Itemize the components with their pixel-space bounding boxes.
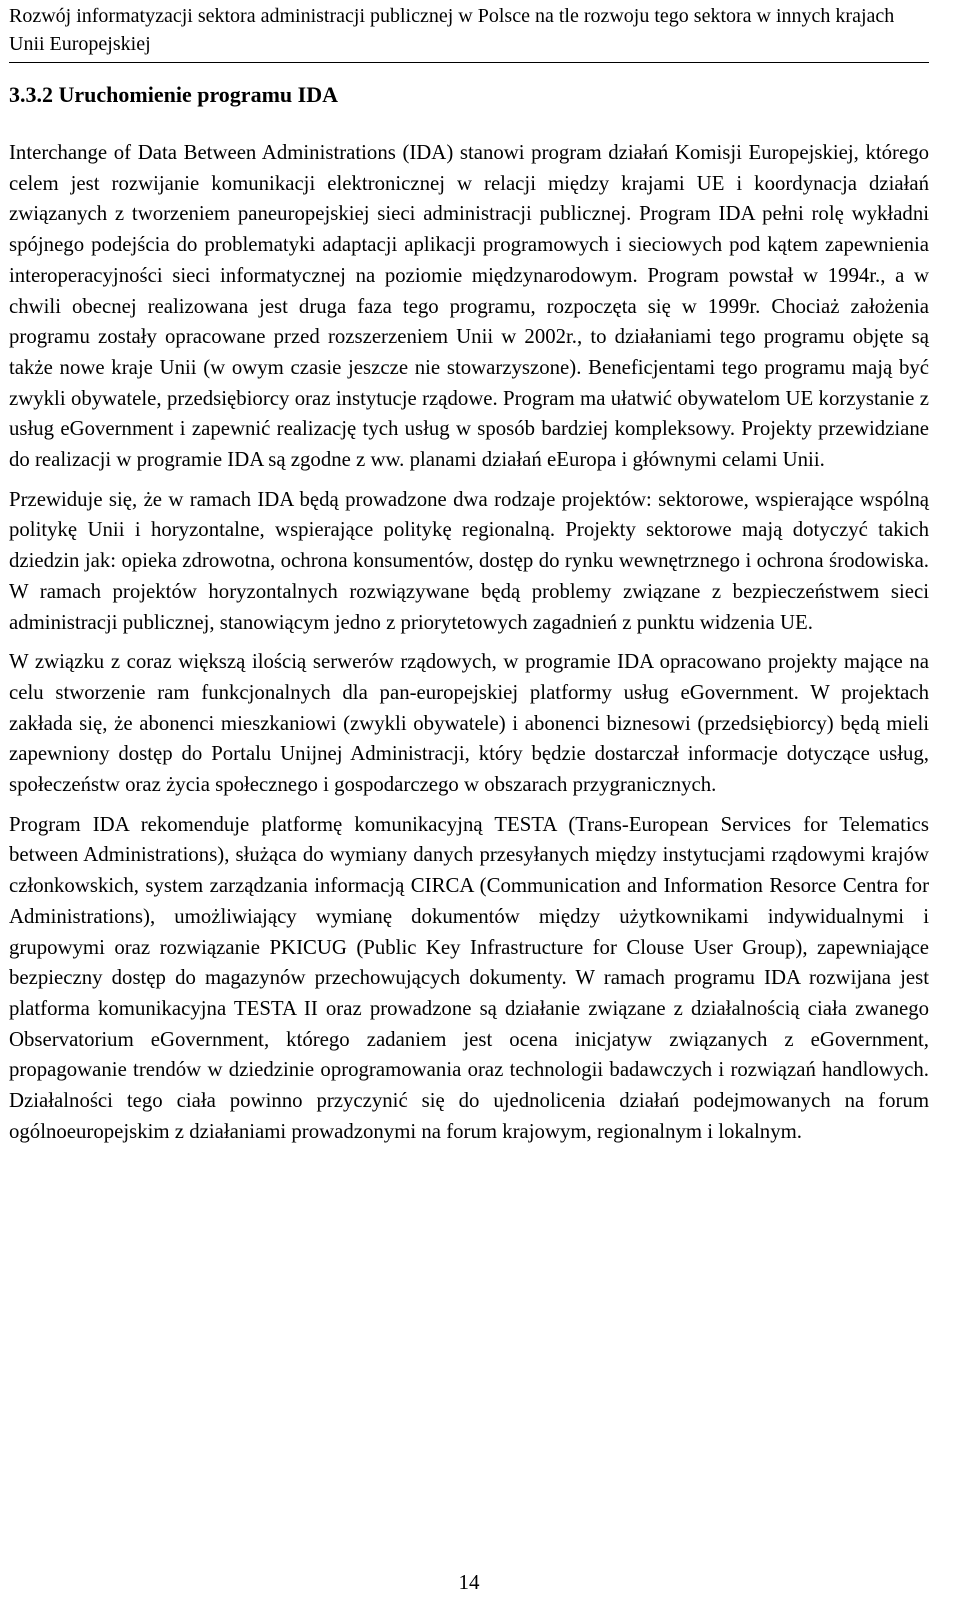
page-number: 14 [458,1570,480,1594]
section-heading: 3.3.2 Uruchomienie programu IDA [9,82,338,107]
paragraph-testa-circa: Program IDA rekomenduje platformę komunikacyjną TESTA (Trans-European Services for Telematics between Administrations), służąca do wymiany danych przesyłanych między instytucjami rządowymi krajów członkowskich, system zarządzania informacją CIRCA (Communication and Information Resorce Centra for Administrations), umożliwiający wymianę dokumentów między użytkownikami indywidualnymi i grupowymi oraz rozwiązanie PKICUG (Public Key Infrastructure for Clouse User Group), zapewniające bezpieczny dostęp do magazynów przechowujących dokumenty. W ramach programu IDA rozwijana jest platforma komunikacyjna TESTA II oraz prowadzone są działanie związane z działalnością ciała zwanego Observatorium eGovernment, którego zadaniem jest ocena inicjatyw związanych z eGovernment, propagowanie trendów w dziedzinie oprogramowania oraz technologii badawczych i rozwiązań handlowych. Działalności tego ciała powinno przyczynić się do ujednolicenia działań podejmowanych na forum ogólnoeuropejskim z działaniami prowadzonymi na forum krajowym, regionalnym i lokalnym. [9,812,929,1143]
paragraph-project-types: Przewiduje się, że w ramach IDA będą prowadzone dwa rodzaje projektów: sektorowe, wspierające wspólną politykę Unii i horyzontalne, wspierające politykę regionalną. Projekty sektorowe mają dotyczyć takich dziedzin jak: opieka zdrowotna, ochrona konsumentów, dostęp do rynku wewnętrznego i ochrona środowiska. W ramach projektów horyzontalnych rozwiązywane będą problemy związane z bezpieczeństwem sieci administracji publicznej, stanowiącym jedno z priorytetowych zagadnień z punktu widzenia UE. [9,487,929,634]
paragraph-egovernment-platform: W związku z coraz większą ilością serwerów rządowych, w programie IDA opracowano projekty mające na celu stworzenie ram funkcjonalnych dla pan-europejskiej platformy usług eGovernment. W projektach zakłada się, że abonenci mieszkaniowi (zwykli obywatele) i abonenci biznesowi (przedsiębiorcy) będą mieli zapewniony dostęp do Portalu Unijnej Administracji, który będzie dostarczał informacje dotyczące usług, społeczeństw oraz życia społecznego i gospodarczego w obszarach przygranicznych. [9,650,929,797]
running-header: Rozwój informatyzacji sektora administracji publicznej w Polsce na tle rozwoju tego sektora w innych krajach Unii Europejskiej [9,2,929,63]
paragraph-ida-intro: Interchange of Data Between Administrations (IDA) stanowi program działań Komisji Europejskiej, którego celem jest rozwijanie komunikacji elektronicznej w relacji między krajami UE i koordynacja działań związanych z tworzeniem paneuropejskiej sieci administracji publicznej. Program IDA pełni rolę wykładni spójnego podejścia do problematyki adaptacji aplikacji programowych i sieciowych pod kątem zapewnienia interoperacyjności sieci informatycznej na poziomie międzynarodowym. Program powstał w 1994r., a w chwili obecnej realizowana jest druga faza tego programu, rozpoczęta się w 1999r. Chociaż założenia programu zostały opracowane przed rozszerzeniem Unii w 2002r., to działaniami tego programu objęte są także nowe kraje Unii (w owym czasie jeszcze nie stowarzyszone). Beneficjentami tego programu mają być zwykli obywatele, przedsiębiorcy oraz instytucje rządowe. Program ma ułatwić obywatelom UE korzystanie z usług eGovernment i zapewnić realizację tych usług w sposób bardziej kompleksowy. Projekty przewidziane do realizacji w programie IDA są zgodne z ww. planami działań eEuropa i głównymi celami Unii. [9,141,929,472]
body-text [9,138,929,1157]
